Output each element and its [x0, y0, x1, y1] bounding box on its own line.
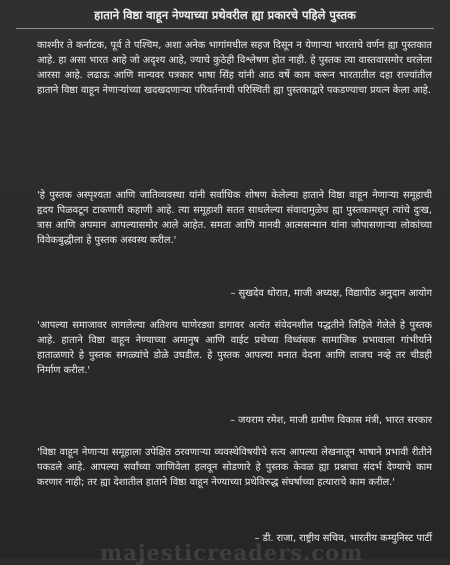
quote-1: 'हे पुस्तक अस्पृश्यता आणि जातिव्यवस्था यांनी सर्वाधिक शोषण केलेल्या हाताने विष्ठा वाहून नेणाऱ्या समूहाची हृदय पिळवटून टाकणारी कहाणी आहे. त्या समूहाशी सतत साधलेल्या संवादामुळेच ह्या पुस्तकामधून त्यांचे दुःख, त्रास आणि अपमान आपल्यासमोर आले आहेत. समता आणि मानवी आत्मसन्मान यांना जोपासणाऱ्या लोकांच्या विवेकबुद्धीला हे पुस्तक अस्वस्थ करील.' [37, 190, 432, 246]
quote-2-attribution: – जयराम रमेश, माजी ग्रामीण विकास मंत्री, भारत सरकार [230, 415, 432, 426]
quote-2: 'आपल्या समाजावर लागलेल्या अतिशय घाणेरड्या डागावर अत्यंत संवेदनशील पद्धतीने लिहिले गेलेले हे पुस्तक आहे. हाताने विष्ठा वाहून नेण्याच्या अमानुष आणि वाईट प्रथेच्या विध्वंसक सामाजिक प्रभावाला गांभीर्याने हाताळणारे हे पुस्तक सगळ्यांचे डोळे उघडील. हे पुस्तक आपल्या मनात वेदना आणि लाजच नव्हे तर चीडही निर्माण करील.' [37, 320, 432, 376]
intro-paragraph: काश्मीर ते कर्नाटक, पूर्व ते पश्चिम, अशा अनेक भागांमधील सहज दिसून न येणाऱ्या भारताचे वर्णन ह्या पुस्तकात आहे. हा असा भारत आहे जो अदृश्य आहे, ज्याचे कुठेही विश्लेषण होत नाही. हे पुस्तक त्या वास्तवासमोर धरलेला आरसा आहे. लढाऊ आणि मान्यवर पत्रकार भाषा सिंह यांनी आठ वर्षे काम करून भारतातील दहा राज्यांतील हाताने विष्ठा वाहून नेणाऱ्यांच्या खदखदणाऱ्या परिवर्तनाची परिस्थिती ह्या पुस्तकाद्वारे पकडण्याचा प्रयत्न केला आहे. [37, 40, 432, 96]
cover-heading: हाताने विष्ठा वाहून नेण्याच्या प्रथेवरील ह्या प्रकारचे पहिले पुस्तक [94, 8, 356, 22]
quote-3: 'विष्ठा वाहून नेणाऱ्या समूहाला उपेक्षित ठरवणाऱ्या व्यवस्थेविषयीचे सत्य आपल्या लेखनातून भाषाने प्रभावी रीतीने पकडले आहे. आपल्या सर्वांच्या जाणिवेला हलवून सोडणारे हे पुस्तक केवळ ह्या प्रश्नाचा संदर्भ देण्याचे काम करणार नाही; तर ह्या देशातील हाताने विष्ठा वाहून नेण्याच्या प्रथेविरुद्ध संघर्षाच्या हत्याराचे काम करील.' [37, 447, 432, 488]
watermark: majesticreaders.com [100, 540, 364, 565]
quote-3-attribution: – डी. राजा, राष्ट्रीय सचिव, भारतीय कम्युनिस्ट पार्टी [254, 533, 432, 544]
divider [16, 28, 434, 29]
quote-1-attribution: – सुखदेव थोरात, माजी अध्यक्ष, विद्यापीठ अनुदान आयोग [230, 288, 432, 299]
